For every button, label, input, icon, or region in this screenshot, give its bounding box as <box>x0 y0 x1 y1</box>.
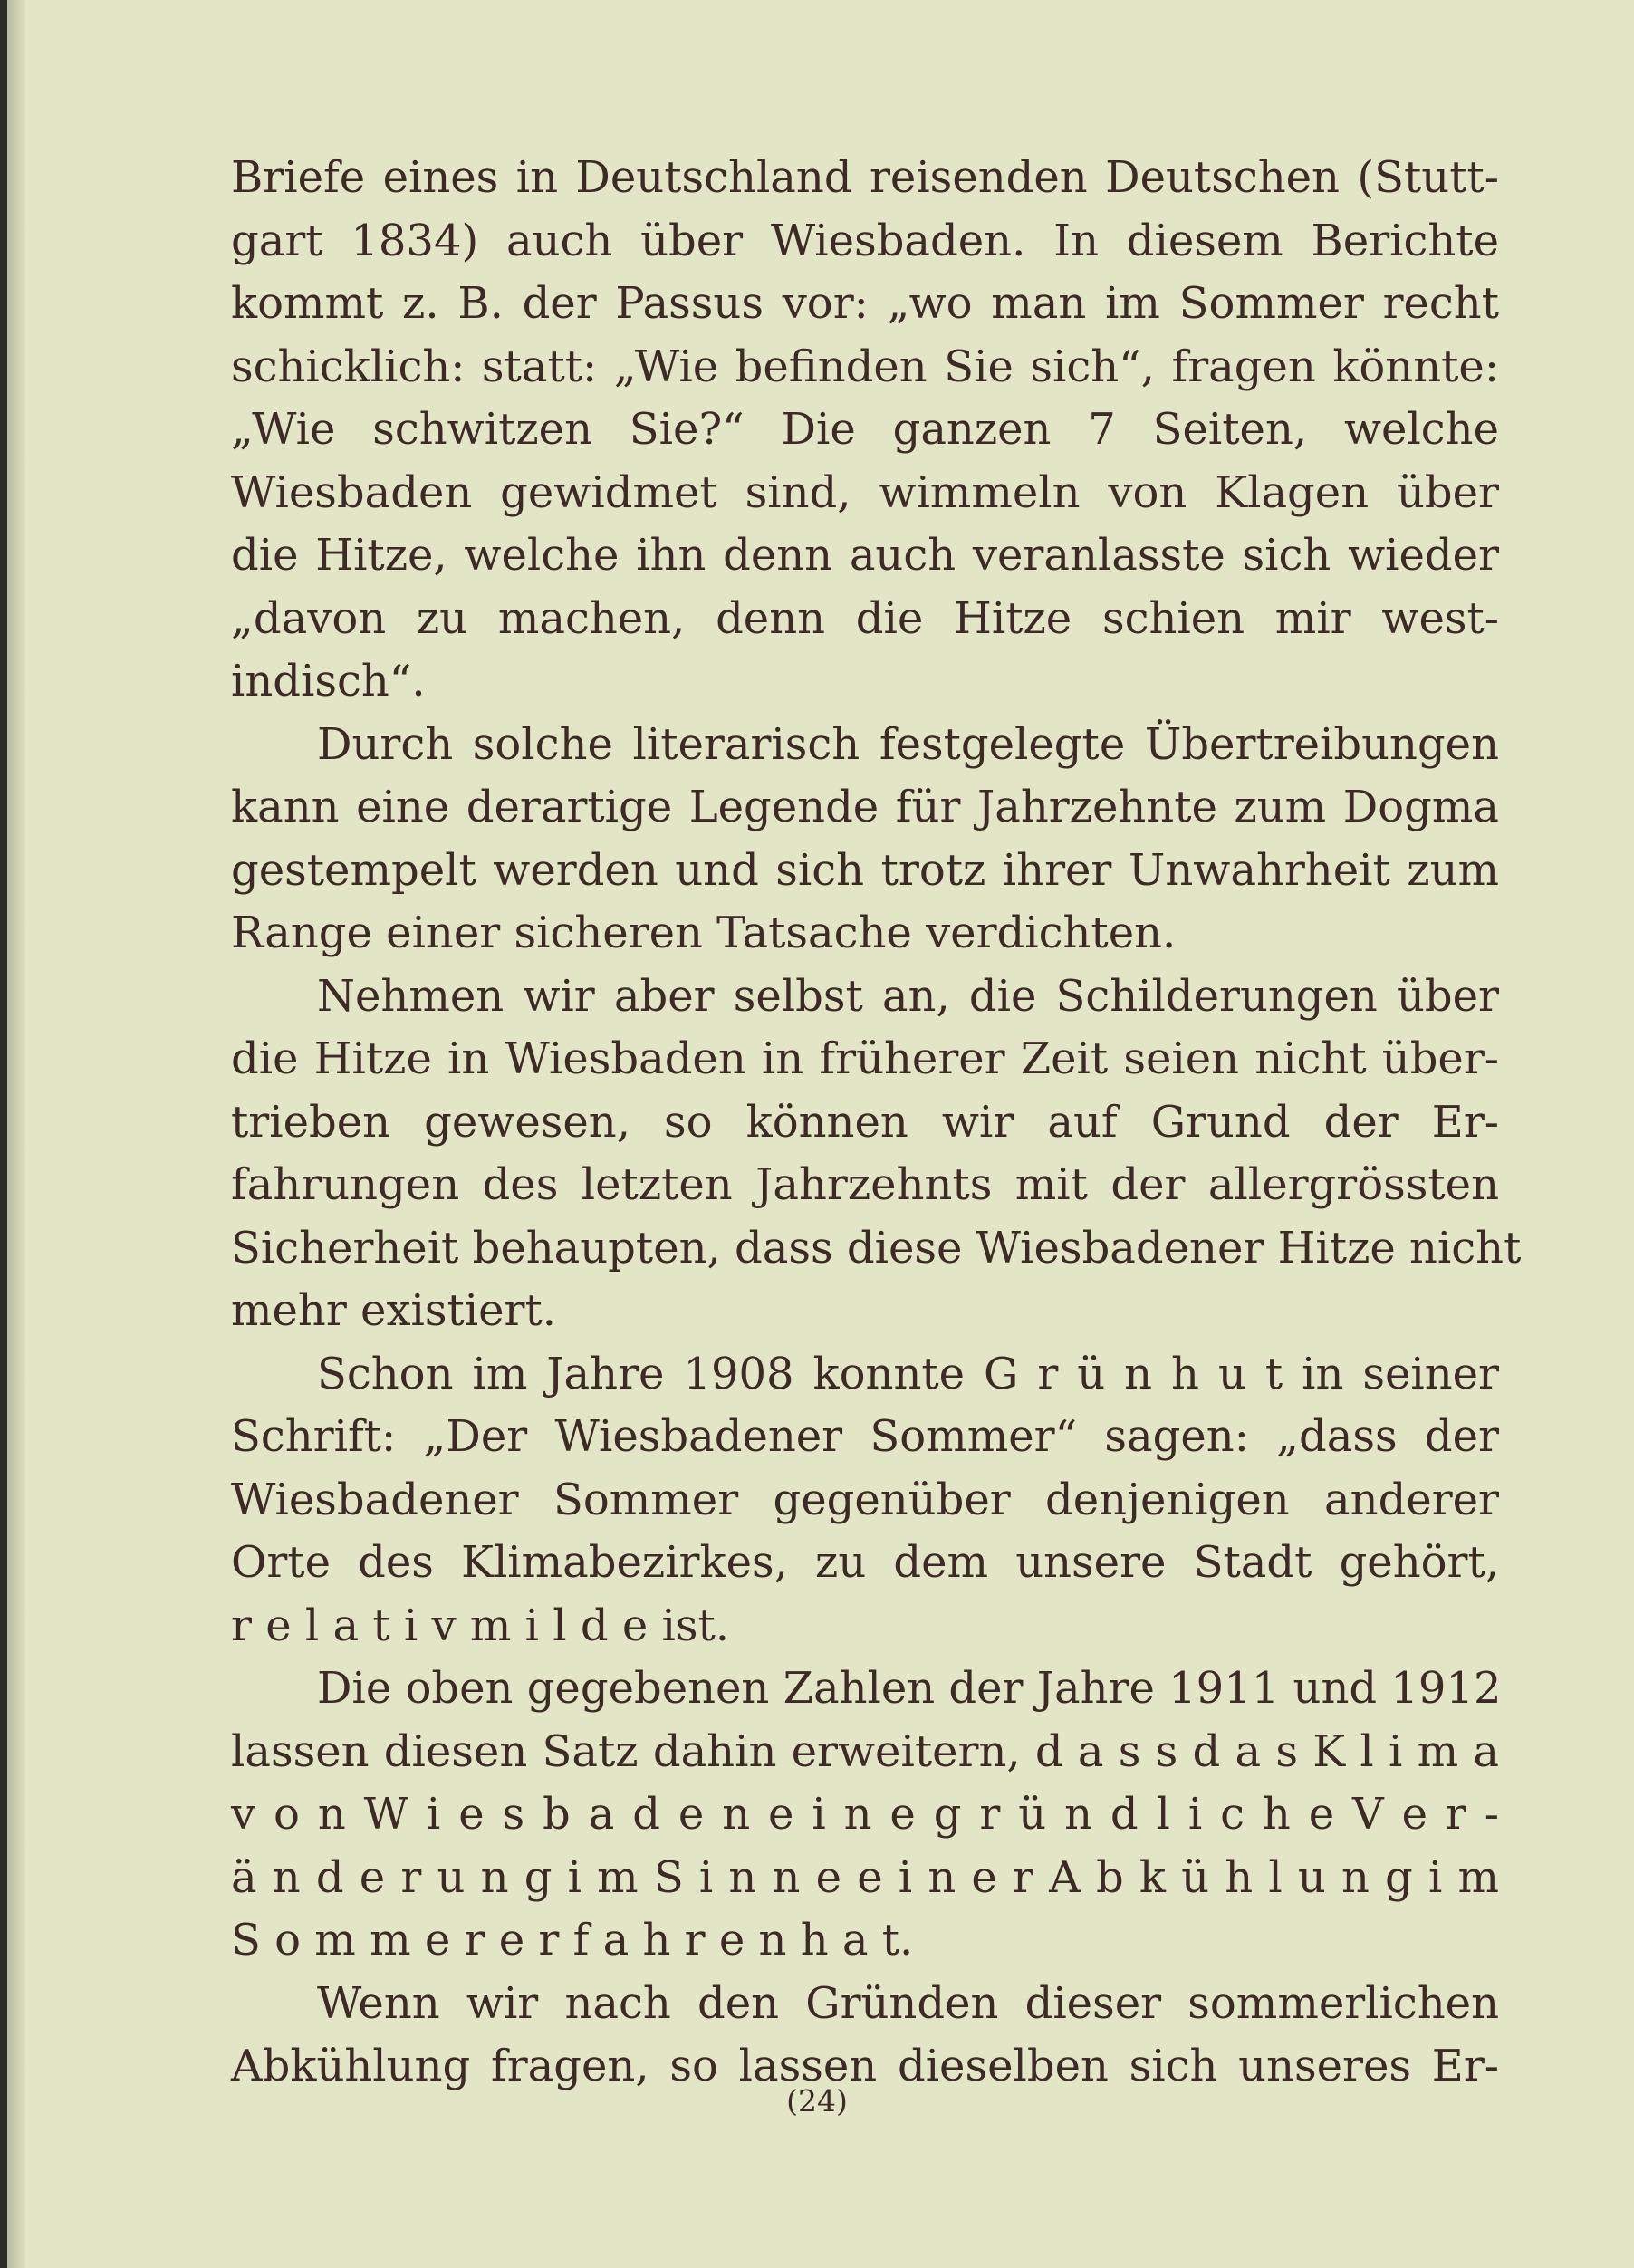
text-line: „Wie schwitzen Sie?“ Die ganzen 7 Seiten, welche <box>231 404 1499 455</box>
text-line: kann eine derartige Legende für Jahrzehnte zum Dogma <box>231 782 1499 832</box>
text-line: Abkühlung fragen, so lassen dieselben sich unseres Er- <box>231 2041 1499 2091</box>
text-line: Wenn wir nach den Gründen dieser sommerlichen <box>317 1977 1499 2029</box>
paragraph-6 <box>231 1973 1499 2099</box>
page-number: (24) <box>786 2083 848 2119</box>
paragraph-1 <box>231 147 1499 714</box>
page-edge-shadow <box>7 0 25 2268</box>
text-line: S o m m e r e r f a h r e n h a t. <box>231 1915 914 1965</box>
text-line: Range einer sicheren Tatsache verdichten. <box>231 908 1177 958</box>
paragraph-5 <box>231 1658 1502 1973</box>
paragraph-2 <box>231 714 1499 966</box>
text-line: r e l a t i v m i l d e ist. <box>231 1600 730 1651</box>
text-line: Schon im Jahre 1908 konnte G r ü n h u t in seiner <box>317 1348 1499 1399</box>
text-line: indisch“. <box>231 656 426 706</box>
text-line: lassen diesen Satz dahin erweitern, d a s s d a s K l i m a <box>231 1725 1499 1777</box>
text-line: kommt z. B. der Passus vor: „wo man im Sommer recht <box>231 278 1499 329</box>
text-line: Durch solche literarisch festgelegte Übertreibungen <box>317 718 1499 770</box>
text-line: die Hitze, welche ihn denn auch veranlasste sich wieder <box>231 530 1499 581</box>
text-line: Die oben gegebenen Zahlen der Jahre 1911 und 1912 <box>317 1663 1502 1714</box>
body-text <box>231 147 1522 2099</box>
text-line: v o n W i e s b a d e n e i n e g r ü n d l i c h e V e r - <box>231 1789 1499 1840</box>
text-line: fahrungen des letzten Jahrzehnts mit der allergrössten <box>231 1159 1499 1210</box>
text-line: Nehmen wir aber selbst an, die Schilderungen über <box>317 970 1499 1022</box>
text-line: Orte des Klimabezirkes, zu dem unsere Stadt gehört, <box>231 1537 1499 1588</box>
text-line: Briefe eines in Deutschland reisenden Deutschen (Stutt- <box>231 152 1499 203</box>
text-line: „davon zu machen, denn die Hitze schien mir west- <box>231 592 1499 644</box>
paragraph-4 <box>231 1343 1499 1658</box>
text-line: schicklich: statt: „Wie befinden Sie sich“, fragen könnte: <box>231 341 1499 392</box>
text-line: Wiesbadener Sommer gegenüber denjenigen anderer <box>231 1474 1499 1525</box>
text-line: die Hitze in Wiesbaden in früherer Zeit seien nicht über- <box>231 1033 1499 1084</box>
text-line: ä n d e r u n g i m S i n n e e i n e r A b k ü h l u n g i m <box>231 1851 1499 1903</box>
text-line: mehr existiert. <box>231 1285 557 1336</box>
text-line: gestempelt werden und sich trotz ihrer Unwahrheit zum <box>231 844 1499 896</box>
text-line: gart 1834) auch über Wiesbaden. In diesem Berichte <box>231 215 1499 266</box>
text-line: Schrift: „Der Wiesbadener Sommer“ sagen: „dass der <box>231 1411 1499 1462</box>
text-line: trieben gewesen, so können wir auf Grund der Er- <box>231 1096 1499 1148</box>
text-line: Sicherheit behaupten, dass diese Wiesbadener Hitze nicht <box>231 1222 1522 1273</box>
paragraph-3 <box>231 966 1522 1343</box>
text-line: Wiesbaden gewidmet sind, wimmeln von Klagen über <box>231 466 1499 518</box>
